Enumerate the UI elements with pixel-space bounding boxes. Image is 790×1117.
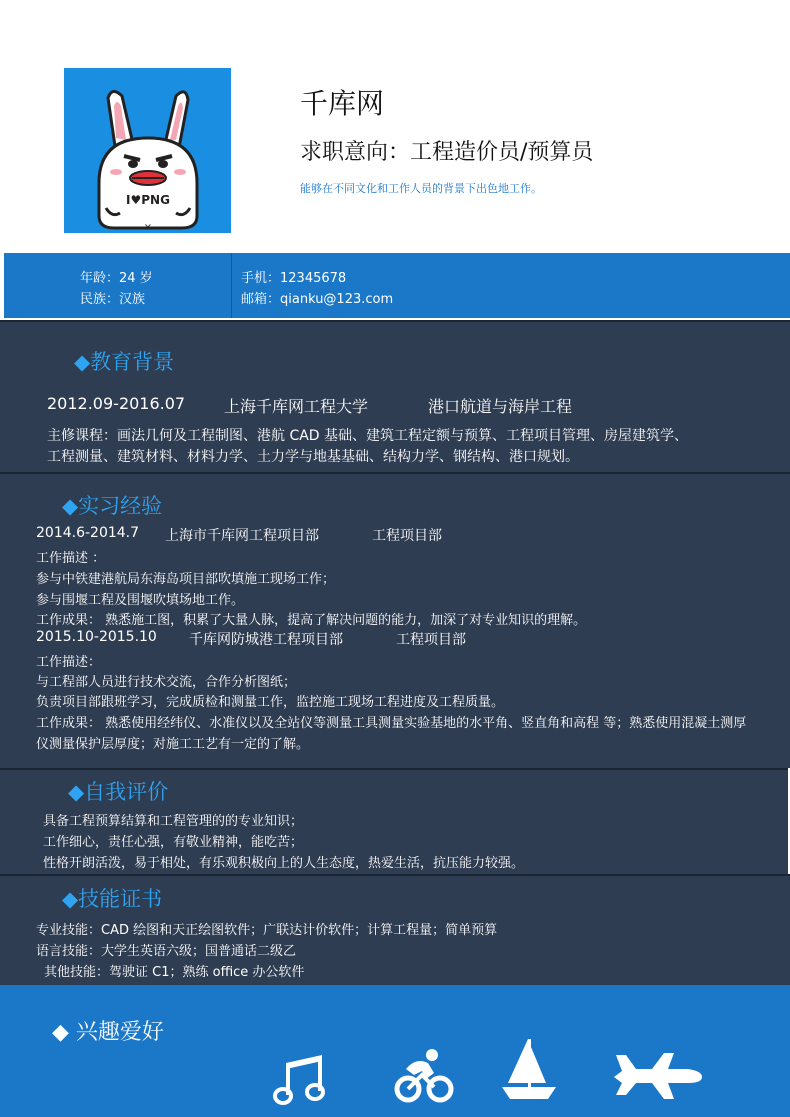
job2-dept: 工程项目部 [396,632,466,648]
phone: 手机：12345678 [241,271,347,286]
education-period: 2012.09-2016.07 [47,394,186,413]
education-section [0,320,790,472]
avatar-text: I♥PNG [126,193,170,207]
skills-line-2: 语言技能：大学生英语六级；国普通话二级乙 [36,944,297,959]
skills-section [0,874,790,985]
self-eval-line-2: 工作细心，责任心强，有敬业精神，能吃苦； [43,835,304,850]
skills-title: ◆技能证书 [62,887,163,911]
airplane-icon [612,1051,704,1101]
avatar [64,68,231,233]
info-bar [4,253,790,318]
hobbies-section [0,985,790,1117]
internship-section [0,472,790,768]
info-divider [231,253,232,318]
job2-desc-label: 工作描述： [36,655,102,670]
education-courses-1: 主修课程：画法几何及工程制图、港航 CAD 基础、建筑工程定额与预算、工程项目管理、房屋建筑学、 [47,428,689,444]
self-eval-section [0,768,788,874]
job2-result-2: 仪测量保护层厚度；对施工工艺有一定的了解。 [36,737,310,752]
skills-line-3: 其他技能：驾驶证 C1；熟练 office 办公软件 [44,965,305,980]
self-eval-line-3: 性格开朗活泼，易于相处，有乐观积极向上的人生态度，热爱生活，抗压能力较强。 [43,856,525,871]
job-intent: 求职意向：工程造价员/预算员 [300,140,594,165]
age: 年龄：24 岁 [80,271,153,286]
self-eval-title: ◆自我评价 [68,780,169,804]
job2-company: 千库网防城港工程项目部 [189,632,343,648]
motto: 能够在不同文化和工作人员的背景下出色地工作。 [300,182,542,195]
candidate-name: 千库网 [300,87,385,120]
job1-period: 2014.6-2014.7 [36,525,140,541]
bunny-avatar-image [64,68,231,233]
job1-company: 上海市千库网工程项目部 [165,528,319,544]
email: 邮箱：qianku@123.com [241,292,394,307]
svg-text:×: × [143,222,153,233]
ethnicity: 民族：汉族 [80,292,146,307]
job2-desc-2: 负责项目部跟班学习，完成质检和测量工作，监控施工现场工程进度及工程质量。 [36,695,505,710]
skills-line-1: 专业技能：CAD 绘图和天正绘图软件；广联达计价软件；计算工程量；简单预算 [36,923,498,938]
job1-desc-2: 参与围堰工程及围堰吹填场地工作。 [36,593,245,608]
job1-desc-label: 工作描述 ： [36,551,106,566]
job1-result: 工作成果： 熟悉施工图，积累了大量人脉，提高了解决问题的能力，加深了对专业知识的理解。 [36,613,587,628]
job2-result-1: 工作成果： 熟悉使用经纬仪、水准仪以及全站仪等测量工具测量实验基地的水平角、竖直角和高程 等；熟悉使用混凝土测厚 [36,716,747,731]
job2-period: 2015.10-2015.10 [36,629,157,645]
education-school: 上海千库网工程大学 [224,397,369,416]
job2-desc-1: 与工程部人员进行技术交流，合作分析图纸； [36,675,297,690]
education-major: 港口航道与海岸工程 [428,397,573,416]
sailboat-icon [500,1037,558,1103]
hobbies-title: ◆ 兴趣爱好 [52,1020,164,1045]
education-courses-2: 工程测量、建筑材料、材料力学、土力学与地基基础、结构力学、钢结构、港口规划。 [47,449,579,465]
cycling-icon [394,1047,454,1105]
music-icon [272,1051,328,1107]
education-title: ◆教育背景 [74,350,175,374]
job1-desc-1: 参与中铁建港航局东海岛项目部吹填施工现场工作； [36,572,336,587]
job1-dept: 工程项目部 [372,528,442,544]
self-eval-line-1: 具备工程预算结算和工程管理的的专业知识； [43,814,304,829]
internship-title: ◆实习经验 [62,494,163,518]
